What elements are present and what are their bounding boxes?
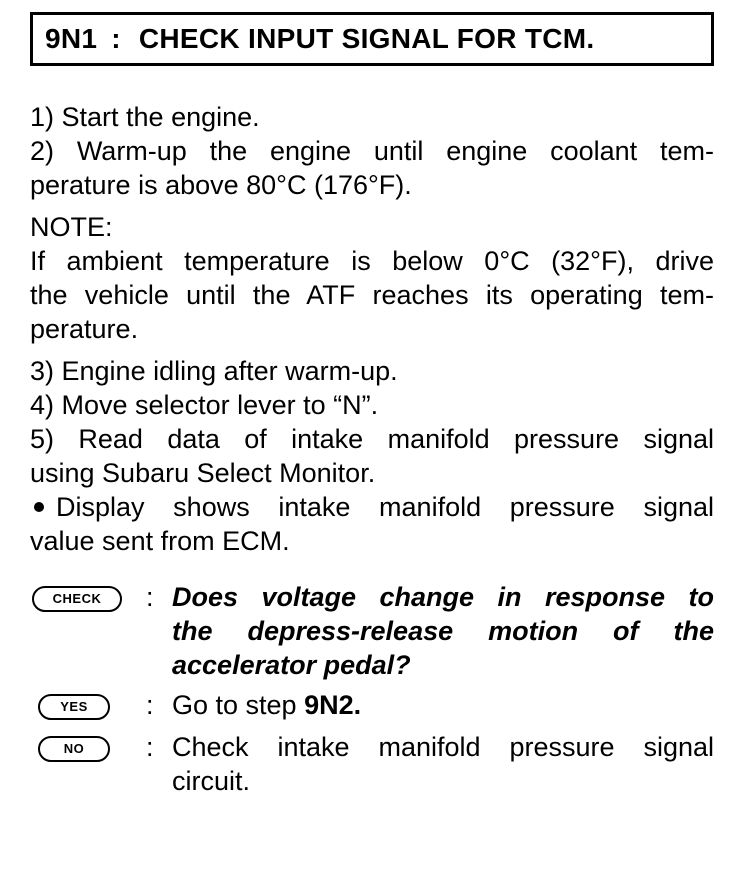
step-separator: :	[111, 23, 121, 54]
check-line-2: the depress-release motion of the	[172, 616, 714, 646]
step-5-line-2: using Subaru Select Monitor.	[30, 458, 376, 488]
step-title: CHECK INPUT SIGNAL FOR TCM.	[138, 23, 595, 54]
check-question	[172, 580, 714, 682]
no-answer	[172, 730, 714, 798]
check-line-3: accelerator pedal?	[172, 650, 411, 680]
bullet-icon	[34, 502, 44, 512]
note-line-2: the vehicle until the ATF reaches its operating tem-	[30, 280, 714, 310]
yes-text-suffix: .	[353, 690, 362, 720]
bullet-text-1: Display shows intake manifold pressure signal	[56, 492, 714, 522]
note-block	[30, 210, 714, 346]
yes-row	[30, 688, 714, 722]
step-2-line-1: 2) Warm-up the engine until engine coolant tem-	[30, 136, 714, 166]
check-badge-icon: CHECK	[32, 586, 122, 612]
no-line-1: Check intake manifold pressure signal	[172, 732, 714, 762]
bullet-line-1	[30, 490, 714, 524]
note-line-1: If ambient temperature is below 0°C (32°F), drive	[30, 246, 714, 276]
no-row	[30, 730, 714, 798]
step-5-line-1: 5) Read data of intake manifold pressure signal	[30, 424, 714, 454]
step-2-line-2: perature is above 80°C (176°F).	[30, 170, 412, 200]
no-line-2: circuit.	[172, 766, 251, 796]
step-3: 3) Engine idling after warm-up.	[30, 356, 398, 386]
note-label: NOTE:	[30, 212, 113, 242]
procedure-steps-2	[30, 354, 714, 558]
no-badge-icon: NO	[38, 736, 110, 762]
manual-page	[30, 12, 714, 798]
check-colon: :	[146, 582, 154, 612]
step-id: 9N1	[45, 23, 98, 54]
yes-colon: :	[146, 690, 154, 720]
step-4: 4) Move selector lever to “N”.	[30, 390, 379, 420]
step-header-box	[30, 12, 714, 66]
yes-text-prefix: Go to step	[172, 690, 305, 720]
note-line-3: perature.	[30, 314, 139, 344]
yes-step-ref: 9N2	[304, 690, 354, 720]
procedure-steps-1	[30, 100, 714, 202]
no-colon: :	[146, 732, 154, 762]
check-row	[30, 580, 714, 682]
bullet-line-2: value sent from ECM.	[30, 526, 290, 556]
yes-answer	[172, 688, 714, 722]
step-1: 1) Start the engine.	[30, 102, 260, 132]
yes-badge-icon: YES	[38, 694, 110, 720]
check-line-1: Does voltage change in response to	[172, 582, 714, 612]
